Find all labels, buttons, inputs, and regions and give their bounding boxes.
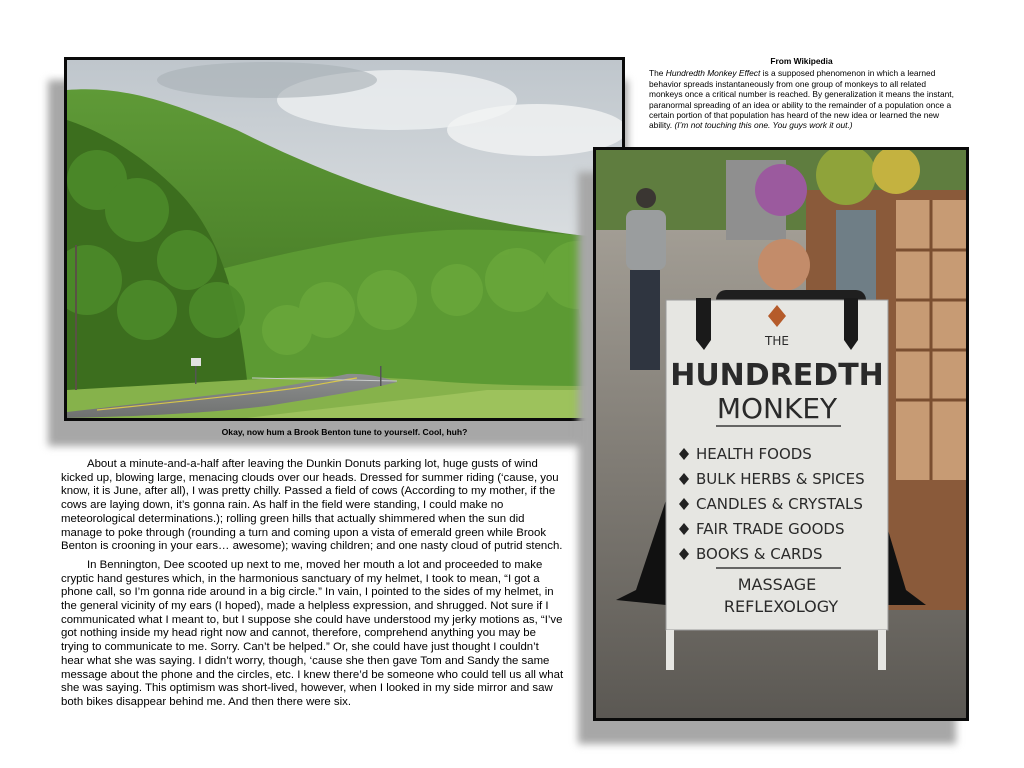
landscape-illustration — [67, 60, 622, 418]
man-face — [758, 239, 810, 291]
photo-caption: Okay, now hum a Brook Benton tune to yourself. Cool, huh? — [221, 427, 468, 437]
sign-list-item: BOOKS & CARDS — [696, 545, 823, 563]
walker-head — [636, 188, 656, 208]
sidebar-paragraph — [649, 68, 954, 130]
sign-title-small: THE — [765, 334, 789, 348]
sidebar-heading: From Wikipedia — [770, 56, 833, 66]
utility-pole — [75, 245, 77, 390]
sign-footer: MASSAGE — [737, 575, 817, 594]
walker-jacket — [626, 210, 666, 270]
sidebar-lead: The — [649, 68, 666, 79]
sign-hinge — [844, 298, 858, 350]
sign-list-item: CANDLES & CRYSTALS — [696, 495, 863, 513]
sign-illustration — [596, 150, 966, 718]
sign-hinge — [696, 298, 711, 350]
sidebar-term: Hundredth Monkey Effect — [665, 68, 761, 79]
cloud — [157, 62, 377, 98]
sidebar-body: is a supposed phenomenon in which a learned behavior spreads instantaneously from one group of monkeys to all related monkeys once a critical number is reached. By generalization it means the instant, paranormal spreading of an idea or ability to the remainder of a population once a certain portion of that population has heard of the new idea or learned the new ability. — [649, 68, 954, 131]
sign-footer: REFLEXOLOGY — [723, 597, 839, 616]
wikipedia-sidebar — [649, 56, 954, 131]
sign-photo — [593, 147, 969, 721]
story-paragraph: About a minute-and-a-half after leaving the Dunkin Donuts parking lot, huge gusts of wind kicked up, blowing large, menacing clouds over our heads. Dressed for summer riding (‘cause, you know, it is June, after all), I was pretty chilly. Passed a field of cows (According to my mother, if the cows are laying down, it’s gonna rain. As half in the field were standing, I could make no meteorological determinations.); rolling green hills that actually shimmered when the sun did manage to poke through (rounding a turn and coming upon a vista of emerald green while Brook Benton is crooning in your ears… awesome); waving children; and one nasty cloud of putrid stench. — [61, 458, 563, 553]
road-sign-post — [380, 366, 382, 386]
storefront-door — [836, 210, 876, 300]
road-sign — [191, 358, 201, 366]
walker-jeans — [630, 270, 660, 370]
story-text — [61, 458, 564, 715]
sign-leg — [666, 630, 674, 670]
sign-subtitle: MONKEY — [716, 392, 838, 425]
sign-list-item: FAIR TRADE GOODS — [696, 520, 845, 538]
sign-list-item: BULK HERBS & SPICES — [696, 470, 865, 488]
sign-list-item: HEALTH FOODS — [696, 445, 812, 463]
landscape-photo — [64, 57, 625, 421]
sidebar-aside: (I’m not touching this one. You guys work it out.) — [674, 120, 853, 131]
sign-title: HUNDREDTH — [670, 358, 884, 393]
flower-basket — [755, 164, 807, 216]
story-paragraph: In Bennington, Dee scooted up next to me, moved her mouth a lot and proceeded to make cryptic hand gestures which, in the harmonious sanctuary of my helmet, I took to mean, “I got a phone call, so I’m gonna ride around in a big circle.” In vain, I pointed to the sides of my helmet, in the general vicinity of my ears (I hoped), made a helpless expression, and shrugged. Not sure if I communicated what I meant to, but I suppose she could have understood my jerky motions as, “I’ve got nothing inside my head right now and cannot, therefore, comprehend anything you may be trying to communicate to me. Sorry. Can’t be helped.” Or, she could have just thought I couldn’t hear what she was saying. I didn’t worry, though, ‘cause she then gave Tom and Sandy the same message about the phone and the circles, etc. I knew there’d be someone who could tell us all what she was saying. This optimism was short-lived, however, when I looked in my side mirror and saw both bikes disappear behind me. And then there were six. — [61, 558, 564, 708]
sign-leg — [878, 630, 886, 670]
